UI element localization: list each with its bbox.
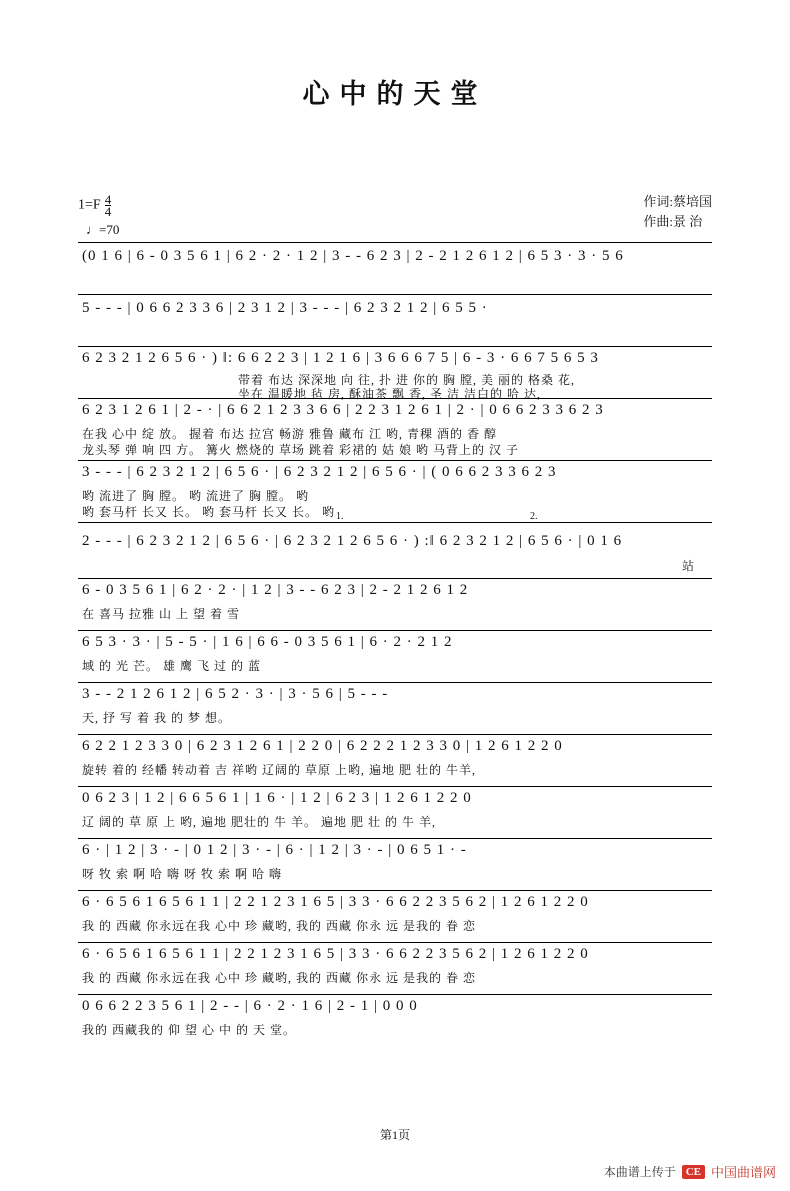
- music-system: [78, 994, 712, 1046]
- site-name[interactable]: 中国曲谱网: [710, 1165, 776, 1180]
- music-staff-area: [0, 242, 790, 1046]
- music-system: [78, 294, 712, 346]
- site-logo-icon: CE: [682, 1165, 705, 1179]
- lyrics-line: 我的 西藏我的 仰 望 心 中 的 天 堂。: [82, 1023, 297, 1037]
- key-signature-block: [78, 194, 111, 217]
- page-title: 心中的天堂: [302, 79, 488, 109]
- lyrics-line: 旋转 着的 经幡 转动着 吉 祥哟 辽阔的 草原 上哟, 遍地 肥 壮的 牛羊,: [82, 763, 477, 777]
- notes-line: 2 - - - | 6 2 3 2 1 2 | 6 5 6 · | 6 2 3 2 1 2 6 5 6 · ) :‖ 6 2 3 2 1 2 | 6 5 6 · | 0 1 6: [82, 533, 623, 549]
- notes-line: 6 · 6 5 6 1 6 5 6 1 1 | 2 2 1 2 3 1 6 5 | 3 3 · 6 6 2 2 3 5 6 2 | 1 2 6 1 2 2 0: [82, 894, 589, 910]
- notes-line: 6 2 2 1 2 3 3 0 | 6 2 3 1 2 6 1 | 2 2 0 | 6 2 2 2 1 2 3 3 0 | 1 2 6 1 2 2 0: [82, 738, 563, 754]
- notes-line: 6 2 3 2 1 2 6 5 6 · ) ‖: 6 6 2 2 3 | 1 2 1 6 | 3 6 6 6 7 5 | 6 - 3 · 6 6 7 5 6 5 3: [82, 350, 599, 366]
- tempo-marking: ♩=70: [86, 222, 120, 237]
- music-system: [78, 734, 712, 786]
- music-system: [78, 942, 712, 994]
- lyrics-line: 域 的 光 芒。 雄 鹰 飞 过 的 蓝: [82, 659, 262, 673]
- notes-line: 6 - 0 3 5 6 1 | 6 2 · 2 · | 1 2 | 3 - - 6 2 3 | 2 - 2 1 2 6 1 2: [82, 582, 469, 598]
- lyrics-line: 在 喜马 拉雅 山 上 望 着 雪: [82, 607, 241, 621]
- music-system: [78, 242, 712, 294]
- music-system: [78, 682, 712, 734]
- lyrics-line: 辽 阔的 草 原 上 哟, 遍地 肥壮的 牛 羊。 遍地 肥 壮 的 牛 羊,: [82, 815, 437, 829]
- page-number: 第1页: [379, 1128, 410, 1142]
- lyrics-line: 天, 抒 写 着 我 的 梦 想。: [82, 711, 232, 725]
- lyrics-line-verse2: 坐在 温暖地 毡 房, 酥油茶 飘 香, 圣 洁 洁白的 哈 达,: [238, 387, 542, 401]
- notes-line: 0 6 2 3 | 1 2 | 6 6 5 6 1 | 1 6 · | 1 2 | 6 2 3 | 1 2 6 1 2 2 0: [82, 790, 472, 806]
- ending-1-bracket: 1.: [336, 511, 344, 522]
- lyrics-line: 哟 流进了 胸 膛。 哟 流进了 胸 膛。 哟: [82, 489, 310, 503]
- footer-watermark: [604, 1162, 776, 1181]
- notes-line: 6 · | 1 2 | 3 · - | 0 1 2 | 3 · - | 6 · | 1 2 | 3 · - | 0 6 5 1 · -: [82, 842, 467, 858]
- lyrics-line-verse2: 哟 套马杆 长又 长。 哟 套马杆 长又 长。 哟: [82, 505, 336, 519]
- lyricist: 作词:蔡培国: [643, 194, 712, 209]
- lyrics-line: 我 的 西藏 你永远在我 心中 珍 藏哟, 我的 西藏 你永 远 是我的 眷 恋: [82, 919, 477, 933]
- notes-line: 6 · 6 5 6 1 6 5 6 1 1 | 2 2 1 2 3 1 6 5 | 3 3 · 6 6 2 2 3 5 6 2 | 1 2 6 1 2 2 0: [82, 946, 589, 962]
- music-system: [78, 398, 712, 460]
- music-system: [78, 346, 712, 401]
- music-system: [78, 630, 712, 682]
- music-system: [78, 578, 712, 630]
- sheet-music-page: [0, 72, 790, 1191]
- lyrics-line: 我 的 西藏 你永远在我 心中 珍 藏哟, 我的 西藏 你永 远 是我的 眷 恋: [82, 971, 477, 985]
- notes-line: 6 5 3 · 3 · | 5 - 5 · | 1 6 | 6 6 - 0 3 5 6 1 | 6 · 2 · 2 1 2: [82, 634, 453, 650]
- lyrics-line: 呀 牧 索 啊 哈 嗨 呀 牧 索 啊 哈 嗨: [82, 867, 283, 881]
- music-system: [78, 460, 712, 522]
- music-system: [78, 890, 712, 942]
- key-signature: 1=F: [78, 197, 101, 213]
- music-system: [78, 838, 712, 890]
- lyrics-line-verse2: 龙头琴 弹 响 四 方。 篝火 燃烧的 草场 跳着 彩裙的 姑 娘 哟 马背上的 汉 子: [82, 443, 520, 457]
- notes-line: (0 1 6 | 6 - 0 3 5 6 1 | 6 2 · 2 · 1 2 | 3 - - 6 2 3 | 2 - 2 1 2 6 1 2 | 6 5 3 · 3 · 5 6: [82, 248, 624, 264]
- notes-line: 3 - - 2 1 2 6 1 2 | 6 5 2 · 3 · | 3 · 5 6 | 5 - - -: [82, 686, 389, 702]
- footer-note: 本曲谱上传于: [603, 1165, 676, 1179]
- lyrics-line: 在我 心中 绽 放。 握着 布达 拉宫 畅游 雅鲁 藏布 江 哟, 青稞 酒的 香 醇: [82, 427, 498, 441]
- music-system: [78, 786, 712, 838]
- notes-line: 5 - - - | 0 6 6 2 3 3 6 | 2 3 1 2 | 3 - - - | 6 2 3 2 1 2 | 6 5 5 ·: [82, 300, 488, 316]
- time-signature: $\frac{4}{4}$: [104, 192, 112, 219]
- ending-2-bracket: 2.: [530, 511, 538, 522]
- lyrics-line: 带着 布达 深深地 向 往, 扑 进 你的 胸 膛, 美 丽的 格桑 花,: [238, 373, 576, 387]
- lyrics-line: 站: [682, 559, 696, 573]
- notes-line: 3 - - - | 6 2 3 2 1 2 | 6 5 6 · | 6 2 3 2 1 2 | 6 5 6 · | ( 0 6 6 2 3 3 6 2 3: [82, 464, 557, 480]
- composer: 作曲:景 治: [643, 214, 703, 229]
- notes-line: 0 6 6 2 2 3 5 6 1 | 2 - - | 6 · 2 · 1 6 | 2 - 1 | 0 0 0: [82, 998, 418, 1014]
- credits-block: [643, 192, 712, 232]
- notes-line: 6 2 3 1 2 6 1 | 2 - · | 6 6 2 1 2 3 3 6 6 | 2 2 3 1 2 6 1 | 2 · | 0 6 6 2 3 3 6 2 3: [82, 402, 604, 418]
